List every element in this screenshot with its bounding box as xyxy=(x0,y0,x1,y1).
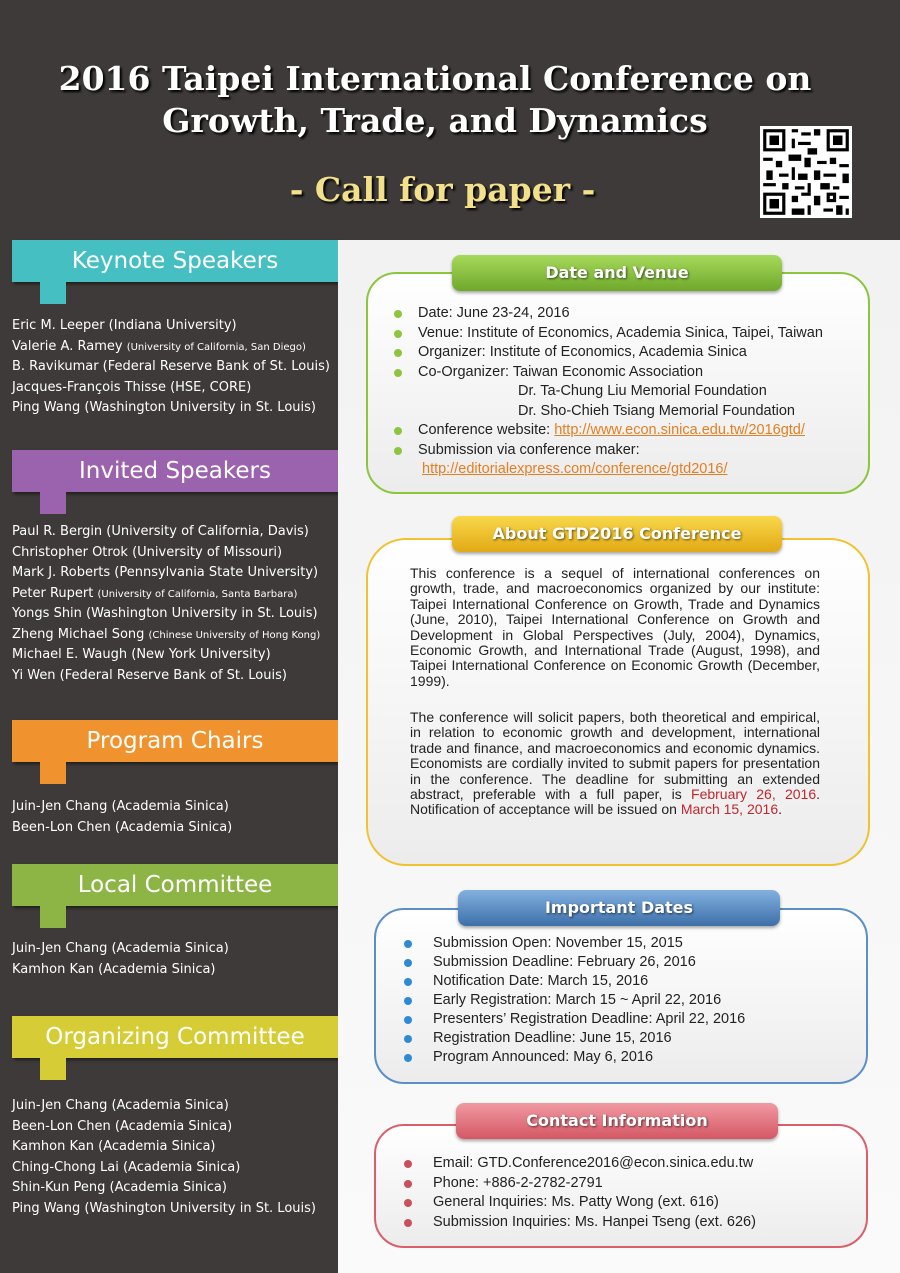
date-venue-list xyxy=(390,304,823,480)
list-item: Co-Organizer: Taiwan Economic Association xyxy=(390,363,823,383)
list-item: Michael E. Waugh (New York University) xyxy=(12,647,271,662)
list-item: Submission via conference maker: xyxy=(390,441,823,461)
list-item: Presenters’ Registration Deadline: April 22, 2016 xyxy=(400,1010,745,1029)
list-item: Submission Open: November 15, 2015 xyxy=(400,934,745,953)
program-chairs-banner: Program Chairs xyxy=(12,720,338,762)
list-item: Juin-Jen Chang (Academia Sinica) xyxy=(12,1098,229,1113)
page-title: 2016 Taipei International Conference on Growth, Trade, and Dynamics xyxy=(58,59,812,140)
important-dates-list xyxy=(400,934,745,1067)
keynote-speakers-banner: Keynote Speakers xyxy=(12,240,338,282)
header xyxy=(0,0,900,240)
list-item: Juin-Jen Chang (Academia Sinica) xyxy=(12,799,229,814)
list-item: Registration Deadline: June 15, 2016 xyxy=(400,1029,745,1048)
list-item: Been-Lon Chen (Academia Sinica) xyxy=(12,1118,233,1134)
list-item: Conference website: http://www.econ.sinica.edu.tw/2016gtd/ xyxy=(390,421,823,441)
list-item: Valerie A. Ramey (University of California, San Diego) xyxy=(12,338,306,354)
about-paragraph-1: This conference is a sequel of international conferences on growth, trade, and macroeconomics organized by our institute: Taipei International Conference on Growth, Trade and Dynamics (June, 2010), Taipei International Conference on Growth and Development in Global Perspectives (July, 2004), Dynamics, Economic Growth, and International Trade (August, 1998), and Taipei International Conference on Economic Growth (December, 1999). xyxy=(410,565,820,689)
conference-website-link[interactable]: http://www.econ.sinica.edu.tw/2016gtd/ xyxy=(554,422,805,438)
list-item: Ping Wang (Washington University in St. Louis) xyxy=(12,1200,316,1216)
list-item: Date: June 23-24, 2016 xyxy=(390,304,823,324)
local-committee-banner: Local Committee xyxy=(12,864,338,906)
list-item: Paul R. Bergin (University of California, Davis) xyxy=(12,524,309,539)
list-item: Submission Deadline: February 26, 2016 xyxy=(400,953,745,972)
list-item: Juin-Jen Chang (Academia Sinica) xyxy=(12,941,229,956)
list-item: General Inquiries: Ms. Patty Wong (ext. 616) xyxy=(400,1193,756,1213)
list-item: Dr. Ta-Chung Liu Memorial Foundation xyxy=(518,383,767,399)
invited-speakers-list xyxy=(12,522,320,686)
list-item: Kamhon Kan (Academia Sinica) xyxy=(12,1139,216,1154)
list-item: Ping Wang (Washington University in St. Louis) xyxy=(12,400,316,415)
list-item: Yi Wen (Federal Reserve Bank of St. Louis) xyxy=(12,667,287,683)
list-item: Organizer: Institute of Economics, Academia Sinica xyxy=(390,343,823,363)
list-item: Been-Lon Chen (Academia Sinica) xyxy=(12,819,233,835)
program-chairs-list xyxy=(12,797,232,838)
list-item: Notification Date: March 15, 2016 xyxy=(400,972,745,991)
list-item: B. Ravikumar (Federal Reserve Bank of St. Louis) xyxy=(12,359,330,374)
organizing-committee-banner: Organizing Committee xyxy=(12,1016,338,1058)
important-dates-heading: Important Dates xyxy=(458,890,780,926)
about-paragraph-2: The conference will solicit papers, both theoretical and empirical, in relation to economic growth and development, international trade and finance, and macroeconomics and economic dynamics. Economists are cordially invited to submit papers for presentation in the conference. The deadline for submitting an extended abstract, preferable with a full paper, is February 26, 2016. Notification of acceptance will be issued on March 15, 2016. xyxy=(410,709,821,818)
organizing-committee-list xyxy=(12,1096,316,1219)
submission-link[interactable]: http://editorialexpress.com/conference/gtd2016/ xyxy=(422,461,728,477)
list-item: Email: GTD.Conference2016@econ.sinica.edu.tw xyxy=(400,1154,756,1174)
list-item: Program Announced: May 6, 2016 xyxy=(400,1048,745,1067)
list-item: Early Registration: March 15 ~ April 22, 2016 xyxy=(400,991,745,1010)
subtitle: - Call for paper - xyxy=(289,170,596,209)
list-item: Eric M. Leeper (Indiana University) xyxy=(12,318,237,333)
keynote-speakers-list xyxy=(12,316,330,419)
list-item: Jacques-François Thisse (HSE, CORE) xyxy=(12,379,252,395)
list-item: Dr. Sho-Chieh Tsiang Memorial Foundation xyxy=(518,402,795,419)
date-venue-heading: Date and Venue xyxy=(452,255,782,291)
contact-heading: Contact Information xyxy=(456,1103,778,1139)
qr-code-icon[interactable] xyxy=(760,126,852,218)
list-item: Mark J. Roberts (Pennsylvania State University) xyxy=(12,565,319,580)
contact-list xyxy=(400,1154,756,1232)
list-item xyxy=(390,460,823,480)
list-item: Christopher Otrok (University of Missouri) xyxy=(12,544,283,560)
list-item: Phone: +886-2-2782-2791 xyxy=(400,1174,756,1194)
list-item: Ching-Chong Lai (Academia Sinica) xyxy=(12,1159,241,1175)
list-item: Peter Rupert (University of California, Santa Barbara) xyxy=(12,585,298,601)
invited-speakers-banner: Invited Speakers xyxy=(12,450,338,492)
list-item: Kamhon Kan (Academia Sinica) xyxy=(12,961,216,977)
list-item: Yongs Shin (Washington University in St. Louis) xyxy=(12,606,318,621)
list-item: Submission Inquiries: Ms. Hanpei Tseng (ext. 626) xyxy=(400,1213,756,1233)
list-item: Shin-Kun Peng (Academia Sinica) xyxy=(12,1180,227,1195)
list-item: Venue: Institute of Economics, Academia Sinica, Taipei, Taiwan xyxy=(390,324,823,344)
list-item: Zheng Michael Song (Chinese University of Hong Kong) xyxy=(12,626,321,642)
about-heading: About GTD2016 Conference xyxy=(452,516,782,552)
local-committee-list xyxy=(12,939,229,980)
